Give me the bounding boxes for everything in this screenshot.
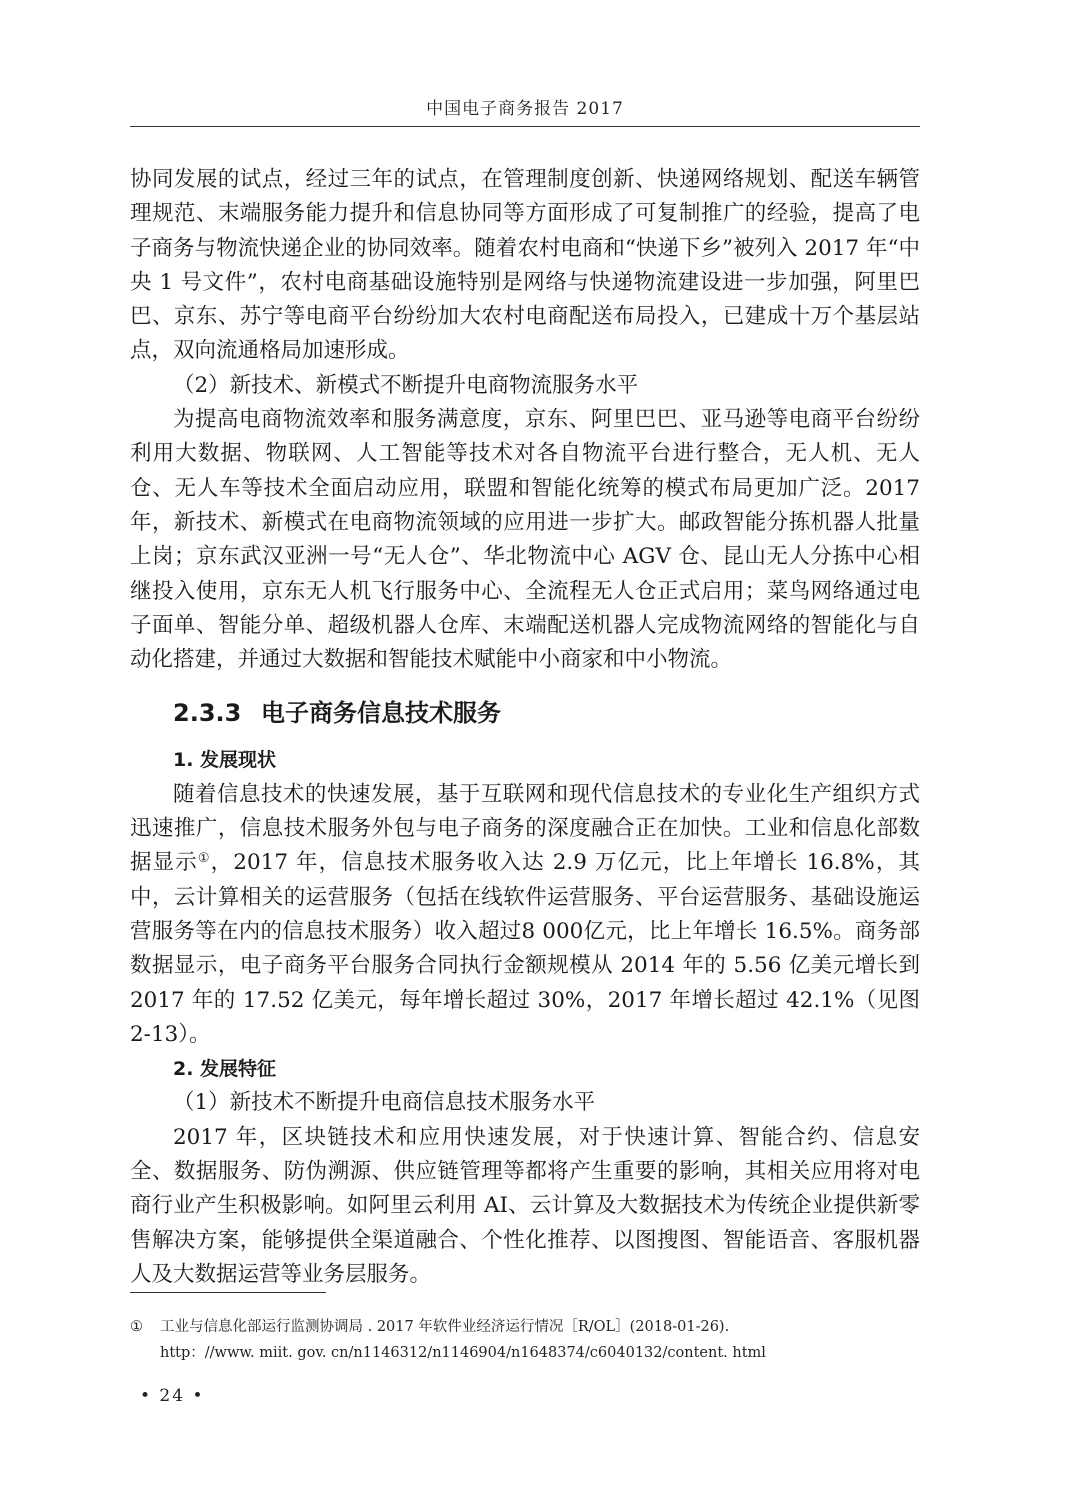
footnote-rule — [130, 1292, 326, 1293]
subheading-status: 1. 发展现状 — [173, 749, 277, 772]
section-title: 电子商务信息技术服务 — [261, 699, 501, 728]
subheading-new-tech-it-services: （1）新技术不断提升电商信息技术服务水平 — [173, 1090, 596, 1116]
main-content — [130, 163, 920, 1292]
footnote — [130, 1314, 920, 1366]
page-number: • 24 • — [140, 1386, 205, 1406]
subheading-features: 2. 发展特征 — [173, 1058, 277, 1081]
footnote-text: 工业与信息化部运行监测协调局 . 2017 年软件业经济运行情况［R/OL］(2018-01-26). — [160, 1319, 730, 1335]
header-rule — [130, 126, 920, 127]
paragraph-status — [130, 778, 920, 1052]
section-heading — [130, 691, 920, 735]
footnote-mark: ① — [130, 1319, 143, 1335]
paragraph-new-tech-logistics: 为提高电商物流效率和服务满意度，京东、阿里巴巴、亚马逊等电商平台纷纷利用大数据、物联网、人工智能等技术对各自物流平台进行整合，无人机、无人仓、无人车等技术全面启动应用，联盟和智能化统筹的模式布局更加广泛。2017 年，新技术、新模式在电商物流领域的应用进一步扩大。邮政智能分拣机器人批量上岗；京东武汉亚洲一号“无人仓”、华北物流中心 AGV 仓、昆山无人分拣中心相继投入使用，京东无人机飞行服务中心、全流程无人仓正式启用；菜鸟网络通过电子面单、智能分单、超级机器人仓库、末端配送机器人完成物流网络的智能化与自动化搭建，并通过大数据和智能技术赋能中小商家和中小物流。 — [130, 407, 920, 673]
section-number: 2.3.3 — [173, 699, 242, 728]
paragraph-status-part1: 随着信息技术的快速发展，基于互联网和现代信息技术的专业化生产组织方式迅速推广，信息技术服务外包与电子商务的深度融合正在加快。工业和信息化部数据显示 — [130, 781, 920, 876]
subheading-new-tech-logistics: （2）新技术、新模式不断提升电商物流服务水平 — [173, 372, 639, 398]
paragraph-status-part2: ，2017 年，信息技术服务收入达 2.9 万亿元，比上年增长 16.8%，其中，云计算相关的运营服务（包括在线软件运营服务、平台运营服务、基础设施运营服务等在内的信息技术服务）收入超过8 000亿元，比上年增长 16.5%。商务部数据显示，电子商务平台服务合同执行金额规模从 2014 年的 5.56 亿美元增长到 2017 年的 17.52 亿美元，每年增长超过 30%，2017 年增长超过 42.1%（见图 2-13）。 — [130, 850, 920, 1047]
running-header: 中国电子商务报告 2017 — [426, 99, 624, 119]
footnote-url[interactable]: http：//www. miit. gov. cn/n1146312/n1146904/n1648374/c6040132/content. html — [160, 1345, 766, 1361]
footnote-ref[interactable]: ① — [197, 851, 211, 867]
paragraph-logistics-pilot: 协同发展的试点，经过三年的试点，在管理制度创新、快递网络规划、配送车辆管理规范、末端服务能力提升和信息协同等方面形成了可复制推广的经验，提高了电子商务与物流快递企业的协同效率。随着农村电商和“快递下乡”被列入 2017 年“中央 1 号文件”，农村电商基础设施特别是网络与快递物流建设进一步加强，阿里巴巴、京东、苏宁等电商平台纷纷加大农村电商配送布局投入，已建成十万个基层站点，双向流通格局加速形成。 — [130, 167, 920, 364]
paragraph-blockchain: 2017 年，区块链技术和应用快速发展，对于快速计算、智能合约、信息安全、数据服务、防伪溯源、供应链管理等都将产生重要的影响，其相关应用将对电商行业产生积极影响。如阿里云利用 AI、云计算及大数据技术为传统企业提供新零售解决方案，能够提供全渠道融合、个性化推荐、以图搜图、智能语音、客服机器人及大数据运营等业务层服务。 — [130, 1124, 920, 1287]
